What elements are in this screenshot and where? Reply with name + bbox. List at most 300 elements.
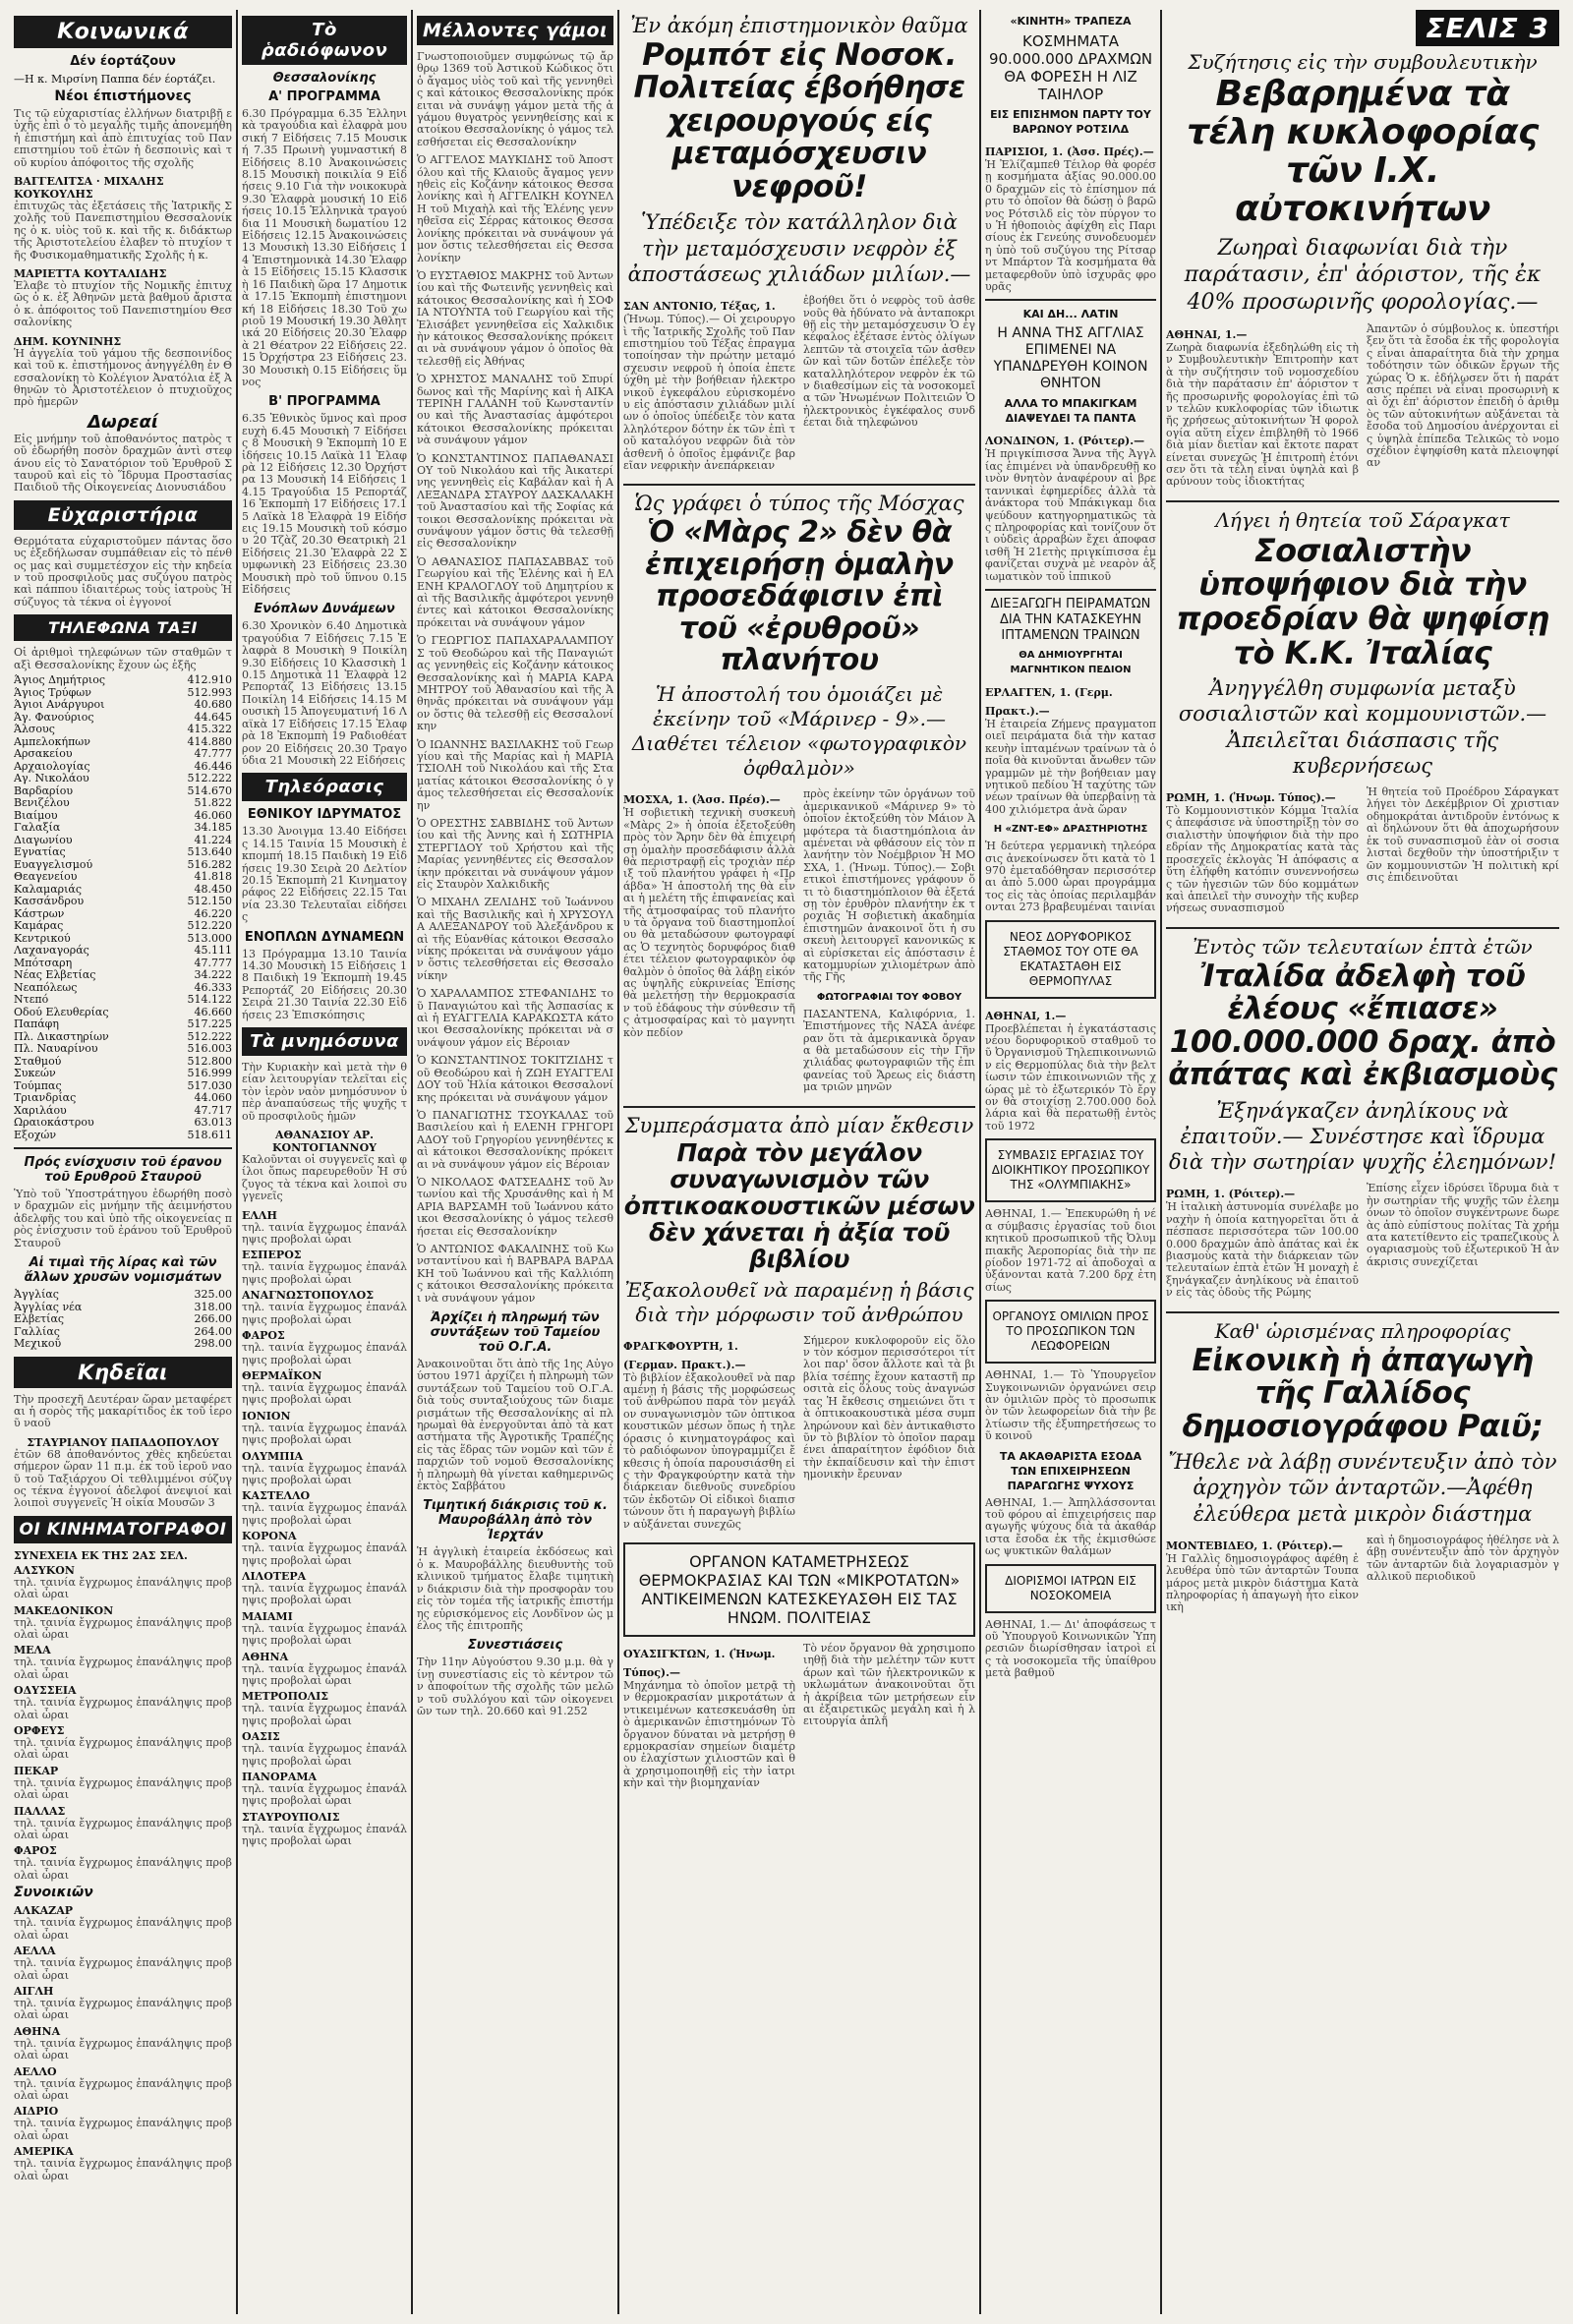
section-header-funerals: Κηδεῖαι: [14, 1357, 232, 1388]
taxi-phone-row-value: 517.225: [187, 1017, 232, 1030]
cinema-name: ΟΛΥΜΠΙΑ: [242, 1449, 304, 1463]
cinema-name: ΚΑΣΤΕΛΛΟ: [242, 1489, 311, 1503]
gold-price-row-label: Ἀγγλίας νέα: [14, 1300, 83, 1313]
wedding-announcement: Γνωστοποιοῦμεν συμφώνως τῷ ἄρθρῳ 1369 τοῦ Ἀστικοῦ Κώδικος ὅτι ὁ ἄγαμος υἱὸς τοῦ καὶ τῆς γεννηθεὶς καὶ κάτοικος Θεσσαλονίκης πρόκειται νὰ συνάψῃ γάμον μετὰ τῆς ἀγάμου θυγατρὸς γεννηθείσης καὶ κατοίκου Θεσσαλονίκης ὁ γάμος τελεσθήσεται εἰς Θεσσαλονίκην: [417, 50, 613, 148]
taxi-phone-row-value: 516.999: [187, 1067, 232, 1079]
names-line: ΒΑΓΓΕΛΙΤΣΑ · ΜΙΧΑΛΗΣ ΚΟΥΚΟΥΛΗΣ: [14, 175, 164, 202]
cinema-name: ΠΑΝΟΡΑΜΑ: [242, 1771, 318, 1784]
italy-dateline: ΡΩΜΗ, 1. (Ἡνωμ. Τύπος).—: [1166, 791, 1336, 805]
book-body: [623, 1335, 975, 1537]
body-text: Τις τῷ εὐχαριστίας ἐλλήνων διατριβῇ εὐχῆς ἐπὶ ὁ τὸ μεγαλῆς τιμῆς ἀπονεμήθη ἡ ἐπιστήμη καὶ ἀπὸ ἐπιτυχίας τοῦ Πανεπιστημίου τοῦ ἐτῶν ἡ δεσποινὶς καὶ τοῦ κυρίου ἀπόφοιτος τῆς σχολῆς: [14, 107, 232, 169]
listing-details: τηλ. ταινία ἔγχρωμος ἐπανάληψις προβολαὶ ὧραι: [14, 2157, 232, 2182]
suburb-cinema-name: ΑΛΚΑΖΑΡ: [14, 1904, 74, 1918]
listing-details: τηλ. ταινία ἔγχρωμος ἐπανάληψις προβολαὶ ὧραι: [14, 1736, 232, 1762]
body-text: Ἐπίσης εἶχεν ἱδρύσει ἵδρυμα διὰ τὴν σωτηρίαν τῆς ψυχῆς τῶν ἐλεημόνων τὸ ὁποῖον συγκέντρωνε δωρεὰς ἀπὸ εὐπίστους πολίτας Τὰ χρήματα κατετίθεντο εἰς τραπεζικοὺς λογαριασμοὺς τοῦ ἐξωτερικοῦ Ἡ ἀνάκρισις συνεχίζεται: [1367, 1182, 1559, 1268]
listing-details: τηλ. ταινία ἔγχρωμος ἐπανάληψις προβολαὶ ὧραι: [242, 1581, 407, 1607]
suburb-cinema-name: ΑΕΛΛΟ: [14, 2064, 57, 2078]
listing-details: τηλ. ταινία ἔγχρωμος ἐπανάληψις προβολαὶ ὧραι: [14, 1696, 232, 1721]
taxi-phone-row-value: 48.450: [194, 882, 232, 896]
subhead-not-celebrating: Δέν έορτάζουν: [70, 54, 176, 69]
cinema-continuation: ΣΥΝΕΧΕΙΑ ΕΚ ΤΗΣ 2ΑΣ ΣΕΛ.: [14, 1548, 188, 1562]
listing-details: τηλ. ταινία ἔγχρωμος ἐπανάληψις προβολαὶ ὧραι: [242, 1461, 407, 1486]
cars-dateline: ΑΘΗΝΑΙ, 1.—: [1166, 328, 1248, 341]
taxi-phone-row-label: Λαχαναγοράς: [14, 944, 89, 957]
suburb-cinema-name: ΑΜΕΡΙΚΑ: [14, 2145, 74, 2159]
taxi-phone-row-value: 415.322: [187, 723, 232, 735]
cinema-list: [14, 1564, 232, 1883]
taxi-phone-row-label: Νεαπόλεως: [14, 980, 78, 994]
divider: [14, 1147, 232, 1149]
robot-headline: Ρομπότ εἰς Νοσοκ. Πολιτείας έβοήθησε χειρουργούς είς μεταμόσχευσιν νεφροῦ!: [633, 37, 965, 204]
gold-price-row-label: Ελβετίας: [14, 1312, 65, 1326]
taxi-phone-row-value: 34.185: [194, 821, 232, 834]
gold-price-row-value: 298.00: [194, 1337, 232, 1351]
gold-price-row-value: 318.00: [194, 1300, 232, 1313]
taxi-phone-row-label: Οδού Ελευθερίας: [14, 1005, 109, 1018]
taxi-phone-row-value: 46.446: [194, 759, 232, 773]
taxi-phone-row-label: Άγ. Φανούριος: [14, 710, 94, 724]
column-rule: [979, 10, 981, 2314]
taxi-phone-row: [14, 699, 232, 712]
listing-details: τηλ. ταινία ἔγχρωμος ἐπανάληψις προβολαὶ ὧραι: [242, 1661, 407, 1687]
olympic-box: [985, 1138, 1156, 1202]
column-briefs: [985, 10, 1156, 2314]
thermo-headline: ΟΡΓΑΝΟΝ ΚΑΤΑΜΕΤΡΗΣΕΩΣ ΘΕΡΜΟΚΡΑΣΙΑΣ ΚΑΙ ΤΩΝ «ΜΙΚΡΟΤΑΤΩΝ» ΑΝΤΙΚΕΙΜΕΝΩΝ ΚΑΤΕΣΚΕΥΑΣΘΗ ΕΙΣ ΤΑΣ ΗΝΩΜ. ΠΟΛΙΤΕΙΑΣ: [638, 1551, 961, 1627]
taxi-phone-row-value: 46.660: [194, 1005, 232, 1018]
lattin-tag: ΚΑΙ ΔΗ... ΛΑΤΙΝ: [1022, 308, 1119, 321]
taxi-phone-row-value: 41.224: [194, 833, 232, 846]
listing-details: τηλ. ταινία ἔγχρωμος ἐπανάληψις προβολαὶ ὧραι: [14, 1775, 232, 1802]
cinema-name: ΜΑΚΕΔΟΝΙΚΟΝ: [14, 1603, 114, 1617]
taxi-phone-row-value: 513.640: [187, 845, 232, 858]
journo-dateline: ΜΟΝΤΕΒΙΔΕΟ, 1. (Ρόιτερ).—: [1166, 1539, 1343, 1552]
body-text: ΑΘΗΝΑΙ, 1.— Δι' ἀποφάσεως τοῦ Ὑπουργοῦ Κοινωνικῶν Ὑπηρεσιῶν διωρίσθησαν ἰατροὶ εἰς τὰ νοσοκομεῖα τῆς ὑπαίθρου μετὰ βαθμοῦ: [985, 1617, 1156, 1680]
divider: [1166, 1311, 1559, 1313]
taxi-phone-row: [14, 822, 232, 835]
taxi-phone-row: [14, 1018, 232, 1031]
body-text: ΠΑΣΑΝΤΕΝΑ, Καλιφόρνια, 1. Ἐπιστήμονες τῆς ΝΑΣΑ ἀνέφεραν ὅτι τὰ ἀμερικανικὰ ὄργανα θὰ μεταδώσουν εἰς τὴν Γῆν χιλιάδας φωτογραφιῶν τῆς ἐπιφανείας τοῦ Ἄρεως εἰς διάστημα τριῶν μηνῶν: [803, 1007, 975, 1094]
divider: [623, 484, 975, 486]
taxi-phone-row-value: 412.910: [187, 673, 232, 686]
olympic-headline: ΣΥΜΒΑΣΙΣ ΕΡΓΑΣΙΑΣ ΤΟΥ ΔΙΟΙΚΗΤΙΚΟΥ ΠΡΟΣΩΠΙΚΟΥ ΤΗΣ «ΟΛΥΜΠΙΑΚΗΣ»: [991, 1148, 1150, 1192]
listing-details: τηλ. ταινία ἔγχρωμος ἐπανάληψις προβολαὶ ὧραι: [14, 1956, 232, 1982]
taxi-phone-row-label: Ντεπό: [14, 993, 49, 1006]
taxi-phone-row-label: Βιαίμου: [14, 808, 58, 822]
tv-national-title: ΕΘΝΙΚΟΥ ΙΔΡΥΜΑΤΟΣ: [247, 807, 402, 823]
radio-program-text: 6.30 Χρονικὸν 6.40 Δημοτικὰ τραγούδια 7 Εἰδήσεις 7.15 Ἐλαφρὰ 8 Μουσικὴ 9 Ποικίλη 9.30 Εἰδήσεις 10 Κλασσικὴ 10.15 Δημοτικὰ 11 Ἐλαφρὰ 12 Ρεπορτάζ 13 Εἰδήσεις 13.15 Ποικίλη 14 Εἰδήσεις 14.15 Μουσικὴ 15 Ἀπογευματινή 16 Λαϊκὰ 17 Εἰδήσεις 17.15 Ἐλαφρὰ 18 Ἐκπομπὴ 19 Ραδιοθέατρον 20 Εἰδήσεις 20.30 Τραγούδια 21 Μουσικὴ 22 Εἰδήσεις: [242, 619, 407, 767]
listing-details: τηλ. ταινία ἔγχρωμος ἐπανάληψις προβολαὶ ὧραι: [242, 1501, 407, 1527]
thermo-dateline: ΟΥΑΣΙΓΚΤΩΝ, 1. (Ἡνωμ. Τύπος).—: [623, 1647, 776, 1679]
divider: [1166, 500, 1559, 502]
robot-body: [623, 295, 975, 478]
listing-details: τηλ. ταινία ἔγχρωμος ἐπανάληψις προβολαὶ ὧραι: [242, 1822, 407, 1848]
taxi-phone-row-value: 34.222: [194, 968, 232, 981]
tv-program-text: 13.30 Ἀνοιγμα 13.40 Εἰδήσεις 14.15 Ταινία 15 Μουσικὴ ἐκπομπή 18.15 Παιδικὴ 19 Εἰδήσεις 19.30 Σειρὰ 20 Δελτίον 20.15 Ἐκπομπὴ 21 Κινηματογράφος 22 Εἰδήσεις 22.15 Ταινία 23.30 Τελευταῖαι εἰδήσεις: [242, 825, 407, 924]
taxi-phone-row-label: Καμάρας: [14, 919, 64, 932]
tv-program-text: 13 Πρόγραμμα 13.10 Ταινία 14.30 Μουσικὴ 15 Εἰδήσεις 18 Παιδικὴ 19 Ἐκπομπὴ 19.45 Ρεπορτάζ 20 Εἰδήσεις 20.30 Σειρὰ 21.30 Ταινία 22.30 Εἰδήσεις 23 Ἐπισκόπησις: [242, 947, 407, 1021]
listing-details: τηλ. ταινία ἔγχρωμος ἐπανάληψις προβολαὶ ὧραι: [14, 2117, 232, 2142]
column-radio: [242, 10, 407, 2314]
taxi-phone-row: [14, 1117, 232, 1130]
taxi-phone-row-value: 516.003: [187, 1042, 232, 1055]
taxi-phones-table: [14, 674, 232, 1141]
divider: [623, 1106, 975, 1108]
listing-details: τηλ. ταινία ἔγχρωμος ἐπανάληψις προβολαὶ ὧραι: [242, 1702, 407, 1727]
body-text: Ἀπαντῶν ὁ σύμβουλος κ. ὑπεστήριξεν ὅτι τὰ ἔσοδα ἐκ τῆς φορολογίας εἶναι ἀπαραίτητα διὰ τὴν χρηματοδότησιν τῶν ὁδικῶν ἔργων τῆς χώρας Ὁ κ. ἐδήλωσεν ὅτι ἡ παράτασις πρέπει νὰ εἶναι προσωρινὴ καὶ ὄχι ἐπ' ἀόριστον ἐπειδὴ ὁ ἀριθμὸς τῶν αὐτοκινήτων αὐξάνεται τὰ ἔσοδα τοῦ Δημοσίου ἀνέρχονται εἰς ὑψηλὰ ἐπίπεδα Τελικῶς τὸ νομοσχέδιον ἐψηφίσθη κατὰ πλειοψηφίαν: [1367, 322, 1559, 470]
cinema-name: ΜΑΙΑΜΙ: [242, 1609, 293, 1623]
satellite-box: [985, 920, 1156, 999]
column-weddings: [417, 10, 613, 2314]
funeral-name: ΣΤΑΥΡΙΑΝΟΥ ΠΑΠΑΔΟΠΟΥΛΟΥ: [27, 1435, 219, 1449]
taxi-phone-row-value: 47.777: [194, 956, 232, 969]
taxi-phone-row-label: Βαρδαρίου: [14, 784, 74, 797]
wedding-announcement: Ὁ ΠΑΝΑΓΙΩΤΗΣ ΤΣΟΥΚΑΛΑΣ τοῦ Βασιλείου καὶ ἡ ΕΛΕΝΗ ΓΡΗΓΟΡΙΑΔΟΥ τοῦ Γρηγορίου γεννηθέντες καὶ κάτοικοι Θεσσαλονίκης πρόκειται νὰ συνάψουν γάμον εἰς Βέροιαν: [417, 1108, 613, 1171]
body-text: Ἐλαβε τὸ πτυχίον τῆς Νομικῆς ἐπιτυχῶς ὁ κ. ἐξ Ἀθηνῶν μετὰ βαθμοῦ ἄριστα ὁ κ. ἀπόφοιτος τοῦ Πανεπιστημίου Θεσσαλονίκης: [14, 279, 232, 329]
taxi-phone-row-label: Κεντρικού: [14, 931, 71, 945]
body-text: Καλοῦνται οἱ συγγενεῖς καὶ φίλοι ὅπως παρευρεθοῦν Ἡ σύζυγος τὰ τέκνα καὶ λοιποὶ συγγενεῖς: [242, 1153, 407, 1203]
text-not-celebrating: —Η κ. Μιρσίνη Παππα δέν έορτάζει.: [14, 73, 216, 86]
gold-price-row: [14, 1338, 232, 1351]
taxi-phone-row-value: 41.818: [194, 870, 232, 883]
cinema-name: ΜΕΛΑ: [14, 1644, 51, 1657]
wedding-announcement: Ὁ ΕΥΣΤΑΘΙΟΣ ΜΑΚΡΗΣ τοῦ Ἀντωνίου καὶ τῆς Φωτεινῆς γεννηθεὶς καὶ κάτοικος Θεσσαλονίκης καὶ ἡ ΣΟΦΙΑ ΝΤΟΥΝΤΑ τοῦ Γεωργίου καὶ τῆς Ἐλισάβετ γεννηθεῖσα εἰς Χαλκιδικὴν κάτοικος Θεσσαλονίκης πρόκειται νὰ συνάψουν γάμον ὁ ὁποῖος θὰ τελεσθῇ εἰς Ἀθήνας: [417, 268, 613, 368]
column-rule: [617, 10, 619, 2314]
body-text: Ἡ σοβιετικὴ τεχνικὴ συσκευὴ «Μὰρς 2» ἡ ὁποία ἐξετοξεύθη πρὸς τὸν Ἄρην δὲν θὰ ἐπιχειρήσῃ ὁμαλὴν προσεδάφισιν ἀλλὰ θὰ περιστραφῇ εἰς τροχιὰν πέριξ τοῦ πλανήτου γράφει ἡ «Πράβδα» Ἡ ἀποστολή της θὰ εἶναι ἡ μελέτη τῆς ἐπιφανείας καὶ τῆς ἀτμοσφαίρας τοῦ πλανήτου τὰ ὄργανα τοῦ διαστημοπλοίου θὰ μεταδώσουν φωτογραφίας Ὁ τεχνητὸς δορυφόρος διαθέτει τέλειον φωτογραφικὸν ὀφθαλμὸν ὁ ὁποῖος θὰ λάβῃ εἰκόνας ὑψηλῆς εὐκρινείας Ἐπίσης θὰ μελετήσῃ τὴν θερμοκρασίαν τοῦ ἐδάφους τὴν σύνθεσιν τῆς ἀτμοσφαίρας καὶ τὸ μαγνητικὸν πεδίον: [623, 806, 795, 1039]
taxi-phone-row-label: Κασσάνδρου: [14, 895, 85, 907]
listing-details: τηλ. ταινία ἔγχρωμος ἐπανάληψις προβολαὶ ὧραι: [242, 1782, 407, 1808]
body-text: Εἰς μνήμην τοῦ ἀποθανόντος πατρὸς τοῦ ἐδωρήθη ποσὸν δραχμῶν ἀντὶ στεφάνου εἰς τὸ Σανατόριον τοῦ Ἐρυθροῦ Σταυροῦ καὶ εἰς τὸ Ἵδρυμα Προστασίας Παιδιοῦ τῆς Οἰκογενείας Διονυσιάδου: [14, 432, 232, 494]
taxi-phone-row-label: Εγνατίας: [14, 845, 66, 858]
listing-details: τηλ. ταινία ἔγχρωμος ἐπανάληψις προβολαὶ ὧραι: [242, 1380, 407, 1407]
cinema-name: ΟΡΦΕΥΣ: [14, 1724, 65, 1738]
memorial-name: ΑΘΑΝΑΣΙΟΥ ΑΡ. ΚΟΝΤΟΓΙΑΝΝΟΥ: [272, 1129, 377, 1155]
body-text: ἐτῶν 68 ἀποθανόντος χθὲς κηδεύεται σήμερον ὥραν 11 π.μ. ἐκ τοῦ ἱεροῦ ναοῦ τοῦ Ταξιάρχου Οἱ τεθλιμμένοι σύζυγος τέκνα ἐγγονοί ἀδελφοί ἀνεψιοί καὶ λοιποὶ συγγενεῖς Ἡ οἰκία Μουσῶν 3: [14, 1447, 232, 1510]
taxi-phone-row-label: Άλσους: [14, 723, 55, 735]
column-main-news: [623, 10, 975, 2314]
taxi-phone-row-label: Πλ. Δικαστηρίων: [14, 1029, 109, 1043]
taxi-phone-row-label: Αμπελοκήπων: [14, 734, 90, 748]
taxi-phone-row: [14, 871, 232, 884]
book-dateline: ΦΡΑΓΚΦΟΥΡΤΗ, 1. (Γερμαν. Πρακτ.).—: [623, 1339, 746, 1371]
trains-deck: ΘΑ ΔΗΜΙΟΥΡΓΗΤΑΙ ΜΑΓΝΗΤΙΚΟΝ ΠΕΔΙΟΝ: [1010, 649, 1132, 675]
listing-details: τηλ. ταινία ἔγχρωμος ἐπανάληψις προβολαὶ ὧραι: [14, 1816, 232, 1842]
column-social: [14, 10, 232, 2314]
book-kicker: Συμπεράσματα ἀπὸ μίαν ἔκθεσιν: [624, 1113, 974, 1137]
listing-details: τηλ. ταινία ἔγχρωμος ἐπανάληψις προβολαὶ ὧραι: [242, 1541, 407, 1567]
body-text: Ἡ δεύτερα γερμανικὴ τηλεόρασις ἀνεκοίνωσεν ὅτι κατὰ τὸ 1970 ἐμεταδόθησαν περισσότεραι ἀπὸ 5.000 ὧραι προγράμματος εἰς τὰς ὁποίας περιλαμβάνονται 273 βραβευμέναι ταινίαι: [985, 840, 1156, 914]
cinema-name: ΕΛΛΗ: [242, 1208, 277, 1222]
taxi-phone-row-label: Νέας Ελβετίας: [14, 968, 96, 981]
book-headline: Παρὰ τὸν μεγάλον συναγωνισμὸν τῶν ὀπτικοακουστικῶν μέσων δὲν χάνεται ἡ ἀξία τοῦ βιβλίου: [623, 1137, 975, 1273]
trains-headline: ΔΙΕΞΑΓΩΓΗ ΠΕΙΡΑΜΑΤΩΝ ΔΙΑ ΤΗΝ ΚΑΤΑΣΚΕΥΗΝ ΙΠΤΑΜΕΝΩΝ ΤΡΑΙΝΩΝ: [990, 596, 1151, 643]
suburb-cinema-name: ΑΘΗΝΑ: [14, 2024, 61, 2038]
taxi-phone-row: [14, 994, 232, 1007]
taxi-phone-row-value: 414.880: [187, 734, 232, 748]
jewels-deck: ΕΙΣ ΕΠΙΣΗΜΟΝ ΠΑΡΤΥ ΤΟΥ ΒΑΡΩΝΟΥ ΡΟΤΣΙΛΔ: [990, 108, 1151, 136]
body-text: Ἡ Γαλλὶς δημοσιογράφος ἀφέθη ἐλευθέρα ὑπὸ τῶν ἀνταρτῶν Τουπαμάρος μετὰ μικρὸν διάστημα Κατὰ πληροφορίας ἡ ἀπαγωγὴ ἦτο εἰκονικὴ: [1166, 1551, 1359, 1614]
subhead-gold-prices: Αἱ τιμαὶ τῆς λίρας καὶ τῶν ἄλλων χρυσῶν νομισμάτων: [24, 1255, 222, 1286]
zdf-tag: Η «ΖΝΤ-ΕΦ» ΔΡΑΣΤΗΡΙΟΤΗΣ: [993, 824, 1148, 836]
body-text: Τὴν Κυριακὴν καὶ μετὰ τὴν θείαν λειτουργίαν τελεῖται εἰς τὸν ἱερὸν ναὸν μνημόσυνον ὑπὲρ ἀναπαύσεως τῆς ψυχῆς τοῦ προσφιλοῦς ἡμῶν: [242, 1061, 407, 1123]
taxi-phone-row-label: Πλ. Ναυαρίνου: [14, 1042, 98, 1055]
taxi-phone-row-value: 51.822: [194, 796, 232, 809]
taxi-phone-row: [14, 797, 232, 810]
column-rule: [236, 10, 238, 2314]
taxi-phone-row-label: Αρχαιολογίας: [14, 759, 90, 773]
taxi-phone-row: [14, 1130, 232, 1142]
gold-price-row-value: 266.00: [194, 1312, 232, 1326]
listing-details: τηλ. ταινία ἔγχρωμος ἐπανάληψις προβολαὶ ὧραι: [14, 1996, 232, 2022]
taxi-phone-row-label: Τούμπας: [14, 1078, 62, 1092]
section-header-weddings: Μέλλοντες γάμοι: [417, 16, 613, 45]
italy-headline: Σοσιαλιστὴν ὑποψήφιον διὰ τὴν προεδρίαν θὰ ψηφίσῃ τὸ Κ.Κ. Ἰταλίας: [1176, 531, 1549, 671]
body-text: Ἡ Ἐλίζαμπεθ Τέιλορ θὰ φορέσῃ κοσμήματα ἀξίας 90.000.000 δραχμῶν εἰς τὸ ἐπίσημον πάρτυ τὸ ὁποῖον θὰ δώσῃ ὁ βαρῶνος Ρότσιλδ εἰς τὸν πύργον του Ἡ ἠθοποιὸς ἀφίχθη εἰς Παρισίους ἐκ Γενεύης συνοδευομένη ὑπὸ τοῦ συζύγου της Ρίτσαρντ Μπάρτον Τὰ κοσμήματα θὰ μεταφερθοῦν ὑπὸ ἰσχυρᾶς φρουρᾶς: [985, 158, 1156, 294]
taxi-phone-row-value: 512.222: [187, 1029, 232, 1043]
nun-kicker: Ἐντὸς τῶν τελευταίων ἑπτὰ ἐτῶν: [1193, 934, 1533, 959]
armed-forces-title: Ενόπλων Δυνάμεων: [254, 602, 395, 617]
cars-deck: Ζωηραὶ διαφωνίαι διὰ τὴν παράτασιν, ἐπ' ἀόριστον, τῆς ἐκ 40% προσωρινῆς φορολογίας.—: [1184, 235, 1542, 315]
taxi-phone-row: [14, 896, 232, 908]
tv-armed-title: ΕΝΟΠΛΩΝ ΔΥΝΑΜΕΩΝ: [244, 929, 405, 945]
journo-body: [1166, 1535, 1559, 1620]
book-deck: Ἐξακολουθεῖ νὰ παραμένῃ ἡ βάσις διὰ τὴν μόρφωσιν τοῦ ἀνθρώπου: [624, 1277, 974, 1326]
wedding-announcement: Ὁ ΧΡΗΣΤΟΣ ΜΑΝΑΛΗΣ τοῦ Σπυρίδωνος καὶ τῆς Μαρίνης καὶ ἡ ΑΙΚΑΤΕΡΙΝΗ ΓΑΛΑΝΗ τοῦ Κωνσταντίνου καὶ τῆς Ἀναστασίας ἀμφότεροι κάτοικοι Θεσσαλονίκης πρόκειται νὰ συνάψουν γάμον: [417, 373, 613, 447]
robot-dateline: ΣΑΝ ΑΝΤΟΝΙΟ, Τέξας, 1.: [623, 300, 776, 314]
taxi-phone-row-label: Μπότσαρη: [14, 956, 73, 969]
taxi-phone-row: [14, 773, 232, 785]
journo-deck: Ἤθελε νὰ λάβῃ συνέντευξιν ἀπὸ τὸν ἀρχηγὸν τῶν ἀνταρτῶν.—Ἀφέθη ἐλεύθερα μετὰ μικρὸν διάστημα: [1168, 1450, 1557, 1526]
taxi-phone-row-value: 514.122: [187, 993, 232, 1006]
taxi-phone-row-value: 45.111: [194, 944, 232, 957]
gold-price-row-value: 264.00: [194, 1324, 232, 1338]
taxi-phone-row-value: 517.030: [187, 1078, 232, 1092]
nun-headline: Ἰταλίδα ἀδελφὴ τοῦ ἐλέους «ἔπιασε» 100.000.000 δραχ. ἀπὸ ἀπάτας καὶ ἐκβιασμοὺς: [1168, 958, 1557, 1093]
listing-details: τηλ. ταινία ἔγχρωμος ἐπανάληψις προβολαὶ ὧραι: [14, 1575, 232, 1601]
page-label: ΣΕΛΙΣ 3: [1416, 10, 1559, 46]
section-header-thanks: Εὐχαριστήρια: [14, 500, 232, 530]
headline-honour: Τιμητική διάκρισις τοῦ κ. Μαυροβάλλη ἀπὸ τὸν Ἰερχτάν: [423, 1498, 608, 1543]
cinema-name: ΦΑΡΟΣ: [14, 1844, 57, 1858]
column-right: [1166, 10, 1559, 2314]
taxi-phone-row: [14, 724, 232, 736]
body-text: Ἡ ἑταιρεία Ζήμενς πραγματοποιεῖ πειράματα διὰ τὴν κατασκευὴν ἱπταμένων τραίνων τὰ ὁποῖα θὰ κινοῦνται ἄνωθεν τῶν γραμμῶν μὲ τὴν βοήθειαν μαγνητικοῦ πεδίου Ἡ ταχύτης τῶν νέων τραίνων θὰ ὑπερβαίνῃ τὰ 400 χιλιόμετρα ἀνὰ ὥραν: [985, 717, 1156, 816]
taxi-phone-row-label: Θεαγενείου: [14, 870, 78, 883]
taxi-phone-row-value: 518.611: [187, 1128, 232, 1141]
taxi-phone-row-value: 47.717: [194, 1103, 232, 1117]
taxi-phone-row-label: Εξοχών: [14, 1128, 57, 1141]
thermo-body: [623, 1643, 975, 1796]
body-text: ἐβοήθει ὅτι ὁ νεφρὸς τοῦ ἀσθενοῦς θὰ ἠδύνατο νὰ ἀνταποκριθῇ εἰς τὴν μεταμόσχευσιν Ὁ ἐγκέφαλος ἐξέτασε ἐντὸς ὀλίγων λεπτῶν τὰ στοιχεῖα τῶν ἀσθενῶν καὶ τῶν δοτῶν ἐπέλεξε τὸν καταλληλότερον νεφρὸν ἐκ τῶν διαθεσίμων εἰς τὰ νοσοκομεῖα τῶν Ἠνωμένων Πολιτειῶν Ὁ ἠλεκτρονικὸς ἐγκέφαλος συνδέεται διὰ τηλεφώνου: [803, 294, 975, 430]
mars-kicker: Ὡς γράφει ὁ τύπος τῆς Μόσχας: [634, 492, 964, 516]
taxi-phone-row-label: Άγιοι Ανάργυροι: [14, 698, 105, 711]
taxi-phone-row-value: 44.645: [194, 710, 232, 724]
taxi-phone-row: [14, 969, 232, 982]
names-line: ΔΗΜ. ΚΟΥΝΙΝΗΣ: [14, 334, 122, 348]
taxi-phone-row-label: Ευαγγελισμού: [14, 857, 93, 871]
subhead-suburbs: Συνοικιῶν: [14, 1885, 93, 1901]
body-text: Τὸ βιβλίον ἐξακολουθεῖ νὰ παραμένῃ ἡ βάσις τῆς μορφώσεως τοῦ ἀνθρώπου παρὰ τὸν μεγάλον συναγωνισμὸν τῶν ὀπτικοακουστικῶν μέσων ὅπως ἡ τηλεόρασις ὁ κινηματογράφος καὶ τὸ ραδιόφωνον ὑπογραμμίζει ἔκθεσις ἡ ὁποία παρουσιάσθη εἰς τὴν Φραγκφούρτην κατὰ τὴν διάρκειαν διεθνοῦς συνεδρίου τῶν ἐκδοτῶν Οἱ εἰδικοὶ διαπιστώνουν ὅτι ἡ παραγωγὴ βιβλίων αὐξάνεται συνεχῶς: [623, 1370, 795, 1531]
listing-details: τηλ. ταινία ἔγχρωμος ἐπανάληψις προβολαὶ ὧραι: [242, 1260, 407, 1286]
taxi-phone-row-value: 46.060: [194, 808, 232, 822]
taxi-phone-row-label: Άγιος Τρύφων: [14, 685, 91, 699]
wedding-announcement: Ὁ ΑΝΤΩΝΙΟΣ ΦΑΚΑΛΙΝΗΣ τοῦ Κωνσταντίνου καὶ ἡ ΒΑΡΒΑΡΑ ΒΑΡΔΑΚΗ τοῦ Ἰωάννου καὶ τῆς Καλλιόπης κάτοικοι Θεσσαλονίκης πρόκειται νὰ συνάψουν γάμον: [417, 1242, 613, 1305]
body-text: πρὸς ἐκείνην τῶν ὀργάνων τοῦ ἀμερικανικοῦ «Μάρινερ 9» τὸ ὁποῖον ἐκτοξεύθη τὸν Μάιον Ἀμφότερα τὰ διαστημόπλοια ἀναμένεται νὰ φθάσουν εἰς τὸν πλανήτην τὸν Νοέμβριον Ἡ ΜΟΣΧΑ, 1. (Ἡνωμ. Τύπος).— Σοβιετικοὶ ἐπιστήμονες γράφουν ὅτι τὸ διαστημόπλοιον θὰ ἐξετάσῃ τὸν ἐρυθρὸν πλανήτην ἐκ τροχιᾶς Ἡ σοβιετικὴ ἀκαδημία ἐπιστημῶν ἀνακοινοῖ ὅτι ἡ συσκευὴ λειτουργεῖ κανονικῶς καὶ εὑρίσκεται εἰς ἀπόστασιν ἑκατομμυρίων χιλιομέτρων ἀπὸ τῆς Γῆς: [803, 787, 975, 984]
taxi-phone-row-label: Χαριλάου: [14, 1103, 67, 1117]
cinema-name: ΕΣΠΕΡΟΣ: [242, 1249, 302, 1262]
body-text: Ἡ πριγκίπισσα Ἄννα τῆς Ἀγγλίας ἐπιμένει νὰ ὑπανδρευθῇ κοινὸν θνητὸν ἀναφέρουν αἱ βρεταννικαὶ ἐφημερίδες ἀλλὰ τὰ ἀνάκτορα τοῦ Μπάκιγκαμ διαψεύδουν κατηγορηματικῶς τὰς πληροφορίας καὶ τονίζουν ὅτι οὐδεὶς ἀρραβὼν ἔχει ἀποφασισθῆ Ἡ 21ετὴς πριγκίπισσα ἐμφανίζεται συχνὰ μὲ νεαρὸν ἀξιωματικὸν τοῦ ἱππικοῦ: [985, 447, 1156, 583]
taxi-phone-row-label: Συκεών: [14, 1067, 56, 1079]
subhead-new-scientists: Νέοι έπιστήμονες: [54, 88, 192, 104]
italy-deck: Ἀνηγγέλθη συμφωνία μεταξὺ σοσιαλιστῶν καὶ κομμουνιστῶν.—Ἀπειλεῖται διάσπασις τῆς κυβερνήσεως: [1178, 676, 1547, 778]
body-text: Ἡ ἀγγλικὴ ἑταιρεία ἐκδόσεως καὶ ὁ κ. Μαυροβάλλης διευθυντὴς τοῦ κλινικοῦ τμήματος ἔλαβε τιμητικὴν διάκρισιν διὰ τὴν προσφορὰν του εἰς τὸν τομέα τῆς ἰατρικῆς ἐπιστήμης εὑρισκόμενος εἰς Λονδῖνον ὡς μέλος τῆς ἐπιτροπῆς: [417, 1545, 613, 1632]
taxi-phone-row: [14, 1043, 232, 1056]
body-text: (Ἡνωμ. Τύπος).— Οἱ χειρουργοὶ τῆς Ἰατρικῆς Σχολῆς τοῦ Πανεπιστημίου τοῦ Τέξας ἐπραγματοποίησαν τὴν πρώτην μεταμόσχευσιν νεφροῦ ἡ ὁποία ἐπετεύχθη μὲ τὴν βοήθειαν ἠλεκτρονικοῦ ἐγκεφάλου εὑρισκομένου εἰς ἀπόστασιν χιλιάδων μιλίων ὁ ὁποῖος ὑπέδειξε τὸν καταλληλότερον δότην ἐκ τῶν ἐπὶ τοῦ καταλόγου νεφρῶν διὰ τὸν ἀσθενῆ ὁ ὁποῖος ἐμφάνιζε βαρεῖαν νεφρικὴν ἀνεπάρκειαν: [623, 313, 795, 472]
body-text: Τὸ Κομμουνιστικὸν Κόμμα Ἰταλίας ἀπεφάσισε νὰ ὑποστηρίξῃ τὸν σοσιαλιστὴν ὑποψήφιον διὰ τὴν προεδρίαν τῆς Δημοκρατίας κατὰ τὰς προσεχεῖς ἐκλογὰς Ἡ ἀπόφασις αὕτη ἐλήφθη κατόπιν συνεννοήσεως τῶν ἡγεσιῶν τῶν δύο κομμάτων καὶ ἀπειλεῖ τὴν συνοχὴν τῆς κυβερνήσεως συνασπισμοῦ: [1166, 804, 1359, 915]
jewels-headline: ΚΟΣΜΗΜΑΤΑ 90.000.000 ΔΡΑΧΜΩΝ ΘΑ ΦΟΡΕΣΗ Η ΛΙΖ ΤΑΙΗΛΟΡ: [988, 32, 1153, 103]
body-text: Τὸ νέον ὄργανον θὰ χρησιμοποιηθῇ διὰ τὴν μελέτην τῶν κυττάρων καὶ τῶν ἠλεκτρονικῶν κυκλωμάτων ἀνακοινοῦται ὅτι ἡ ἀκρίβεια τῶν μετρήσεων εἶναι ἐξαιρετικῶς μεγάλη καὶ ἡ λειτουργία ἁπλῆ: [803, 1641, 975, 1728]
cold-headline: ΤΑ ΑΚΑΘΑΡΙΣΤΑ ΕΣΟΔΑ ΤΩΝ ΕΠΙΧΕΙΡΗΣΕΩΝ ΠΑΡΑΓΩΓΗΣ ΨΥΧΟΥΣ: [999, 1449, 1142, 1492]
section-header-social: Κοινωνικά: [14, 16, 232, 48]
gold-prices-table: [14, 1289, 232, 1351]
taxi-phone-row-label: Αγ. Νικολάου: [14, 772, 89, 784]
listing-details: τηλ. ταινία ἔγχρωμος ἐπανάληψις προβολαὶ ὧραι: [14, 1656, 232, 1681]
nun-deck: Ἐξηνάγκαζεν ἀνηλίκους νὰ ἐπαιτοῦν.— Συνέστησε καὶ ἵδρυμα διὰ τὴν σωτηρίαν ψυχῆς ἐλεημόνων!: [1168, 1098, 1557, 1175]
buses-headline: ΟΡΓΑΝΟΥΣ ΟΜΙΛΙΩΝ ΠΡΟΣ ΤΟ ΠΡΟΣΩΠΙΚΟΝ ΤΩΝ ΛΕΩΦΟΡΕΙΩΝ: [992, 1309, 1149, 1354]
taxi-phone-row-value: 513.000: [187, 931, 232, 945]
body-text: Οἱ ἀριθμοὶ τηλεφώνων τῶν σταθμῶν ταξὶ Θεσσαλονίκης ἔχουν ὡς ἑξῆς: [14, 646, 232, 671]
taxi-phone-row: [14, 846, 232, 859]
cinema-name: ΟΑΣΙΣ: [242, 1730, 280, 1744]
taxi-phone-row-label: Αρσακείου: [14, 747, 73, 760]
cinema-name: ΜΕΤΡΟΠΟΛΙΣ: [242, 1690, 329, 1704]
cars-body: [1166, 323, 1559, 494]
section-header-radio: Τὸ ῥαδιόφωνον: [242, 16, 407, 65]
jewels-dateline: ΠΑΡΙΣΙΟΙ, 1. (Ἀσσ. Πρές).—: [985, 145, 1154, 158]
cinema-name: ΟΔΥΣΣΕΙΑ: [14, 1684, 77, 1698]
taxi-phone-row-value: 46.220: [194, 906, 232, 920]
gold-price-row-value: 325.00: [194, 1288, 232, 1302]
cinema-name: ΠΑΛΛΑΣ: [14, 1804, 66, 1818]
body-text: Σήμερον κυκλοφοροῦν εἰς ὅλον τὸν κόσμον περισσότεροι τίτλοι παρ' ὅσον ἄλλοτε καὶ τὰ βιβλία τσέπης ἔχουν καταστῆ προσιτὰ εἰς ὅλους τοὺς ἀναγνώστας Ἡ ἔκθεσις σημειώνει ὅτι τὰ ὀπτικοακουστικὰ μέσα συμπληρώνουν καὶ δὲν ἀντικαθιστοῦν τὸ βιβλίον τὸ ὁποῖον παραμένει ἀπαραίτητον ἐφόδιον διὰ τὴν ἐκπαίδευσιν καὶ τὴν ἐπιστημονικὴν ἔρευναν: [803, 1333, 975, 1482]
cars-headline: Βεβαρημένα τὰ τέλη κυκλοφορίας τῶν Ι.Χ. αὐτοκινήτων: [1187, 74, 1539, 229]
listing-details: τηλ. ταινία ἔγχρωμος ἐπανάληψις προβολαὶ ὧραι: [242, 1621, 407, 1648]
section-header-phones: ΤΗΛΕΦΩΝΑ ΤΑΞΙ: [14, 614, 232, 641]
body-text: Τὴν 11ην Αὐγούστου 9.30 μ.μ. θὰ γίνῃ συνεστίασις εἰς τὸ κέντρον τῶν ἀποφοίτων τῆς σχολῆς τῶν μελῶν τοῦ συλλόγου καὶ τῶν οἰκογενειῶν των τηλ. 20.660 καὶ 91.252: [417, 1656, 613, 1717]
wedding-announcement: Ὁ ΝΙΚΟΛΑΟΣ ΦΑΤΣΕΑΔΗΣ τοῦ Ἀντωνίου καὶ τῆς Χρυσάνθης καὶ ἡ ΜΑΡΙΑ ΒΑΡΣΑΜΗ τοῦ Ἰωάννου κάτοικοι Θεσσαλονίκης ὁ γάμος τελεσθήσεται εἰς Θεσσαλονίκην: [417, 1175, 613, 1238]
gold-price-row: [14, 1313, 232, 1326]
body-text: Ἀνακοινοῦται ὅτι ἀπὸ τῆς 1ης Αὐγούστου 1971 ἀρχίζει ἡ πληρωμὴ τῶν συντάξεων τοῦ Ταμείου τοῦ Ο.Γ.Α. διὰ τοὺς συνταξιούχους τῶν διαμερισμάτων τῆς Θεσσαλονίκης αἱ πληρωμαὶ θὰ ἐνεργοῦνται ἀπὸ τὰ καταστήματα τῆς Ἀγροτικῆς Τραπέζης εἰς τὰς ἕδρας τῶν νομῶν καὶ τῶν ἐπαρχιῶν τοῦ νομοῦ Θεσσαλονίκης ἡ πληρωμὴ θὰ γίνεται καθημερινῶς ἐκτὸς Σαββάτου: [417, 1358, 613, 1493]
cinema-name: ΑΛΣΥΚΟΝ: [14, 1563, 75, 1577]
wedding-announcement: Ὁ ΟΡΕΣΤΗΣ ΣΑΒΒΙΔΗΣ τοῦ Ἀντωνίου καὶ τῆς Ἀννης καὶ ἡ ΣΩΤΗΡΙΑ ΣΤΕΡΓΙΔΟΥ τοῦ Χρήστου καὶ τῆς Μαρίας γεννηθέντες εἰς Θεσσαλονίκην πρόκειται νὰ συνάψουν γάμον εἰς Σταυρὸν Χαλκιδικῆς: [417, 816, 613, 891]
taxi-phone-row-label: Τριανδρίας: [14, 1091, 77, 1104]
wedding-announcement: Ὁ ΜΙΧΑΗΛ ΖΕΛΙΔΗΣ τοῦ Ἰωάννου καὶ τῆς Βασιλικῆς καὶ ἡ ΧΡΥΣΟΥΛΑ ΑΛΕΞΑΝΔΡΟΥ τοῦ Ἀλεξάνδρου καὶ τῆς Εὐανθίας κάτοικοι Θεσσαλονίκης πρόκειται νὰ συνάψουν γάμον ὅστις τελεσθήσεται εἰς Θεσσαλονίκην: [417, 896, 613, 982]
taxi-phone-row-value: 516.282: [187, 857, 232, 871]
section-header-cinemas: ΟΙ ΚΙΝΗΜΑΤΟΓΡΑΦΟΙ: [14, 1516, 232, 1543]
nun-body: [1166, 1183, 1559, 1305]
taxi-phone-row-value: 514.670: [187, 784, 232, 797]
taxi-phone-row-label: Σταθμού: [14, 1054, 62, 1068]
divider: [985, 299, 1156, 301]
section-header-memorials: Τὰ μνημόσυνα: [242, 1027, 407, 1056]
journo-headline: Εἰκονικὴ ἡ ἀπαγωγὴ τῆς Γαλλίδος δημοσιογράφου Ραιῦ;: [1182, 1342, 1544, 1444]
names-line: ΜΑΡΙΕΤΤΑ ΚΟΥΤΑΛΙΔΗΣ: [14, 267, 167, 281]
italy-kicker: Λήγει ἡ θητεία τοῦ Σάραγκατ: [1215, 507, 1510, 532]
body-text: ΑΘΗΝΑΙ, 1.— Ἐπεκυρώθη ἡ νέα σύμβασις ἐργασίας τοῦ διοικητικοῦ προσωπικοῦ τῆς Ὀλυμπιακῆς Ἀεροπορίας διὰ τὴν περίοδον 1971-72 αἱ ἀποδοχαὶ αὐξάνονται κατὰ 7.200 δρχ ἐτησίως: [985, 1207, 1156, 1294]
mars-deck: Ἡ ἀποστολή του ὁμοιάζει μὲ ἐκείνην τοῦ «Μάρινερ - 9».— Διαθέτει τέλειον «φωτογραφικὸν ὀφθαλμὸν»: [631, 682, 967, 781]
mars-headline: Ὁ «Μὰρς 2» δὲν θὰ ἐπιχειρήσῃ ὁμαλὴν προσεδάφισιν ἐπὶ τοῦ «ἐρυθροῦ» πλανήτου: [645, 515, 954, 677]
suburb-cinema-name: ΑΙΓΛΗ: [14, 1984, 54, 1998]
taxi-phone-row-value: 512.993: [187, 685, 232, 699]
body-text: Θερμότατα εὐχαριστοῦμεν πάντας ὅσους ἐξεδήλωσαν συμπάθειαν εἰς τὸ πένθος μας καὶ συμμετέσχον εἰς τὴν κηδείαν τοῦ προσφιλοῦς μας συζύγου πατρὸς καὶ πάππου ἰδιαιτέρως τοὺς ἰατροὺς Ἡ σύζυγος τὰ τέκνα οἱ ἐγγονοί: [14, 534, 232, 609]
cinema-name: ΙΟΝΙΟΝ: [242, 1409, 291, 1423]
buses-box: [985, 1300, 1156, 1364]
body-text: Μηχάνημα τὸ ὁποῖον μετρᾷ τὴν θερμοκρασίαν μικροτάτων ἀντικειμένων κατεσκευάσθη ὑπὸ ἀμερικανῶν ἐπιστημόνων Τὸ ὄργανον δύναται νὰ μετρήσῃ θερμοκρασίαν σημείων διαμέτρου ἐλαχίστων χιλιοστῶν καὶ θὰ χρησιμοποιηθῇ εἰς τὴν ἰατρικὴν καὶ τὴν βιομηχανίαν: [623, 1678, 795, 1790]
gold-price-row: [14, 1289, 232, 1302]
taxi-phone-row-label: Ωραιοκάστρου: [14, 1116, 94, 1129]
listing-details: τηλ. ταινία ἔγχρωμος ἐπανάληψις προβολαὶ ὧραι: [14, 1856, 232, 1882]
column-rule: [411, 10, 413, 2314]
wedding-announcement: Ὁ ΚΩΝΣΤΑΝΤΙΝΟΣ ΤΟΚΙΤΖΙΔΗΣ τοῦ Θεοδώρου καὶ ἡ ΖΩΗ ΕΥΑΓΓΕΛΙΔΟΥ τοῦ Ἠλία κάτοικοι Θεσσαλονίκης πρόκειται νὰ συνάψουν γάμον: [417, 1054, 613, 1104]
cinema-name: ΚΟΡΟΝΑ: [242, 1530, 297, 1543]
taxi-phone-row-label: Γαλαξία: [14, 821, 61, 834]
body-text: ΑΘΗΝΑΙ, 1.— Τὸ Ὑπουργεῖον Συγκοινωνιῶν ὀργανώνει σειρὰν ὁμιλιῶν πρὸς τὸ προσωπικὸν τῶν λεωφορείων διὰ τὴν βελτίωσιν τῆς ἐξυπηρετήσεως τοῦ κοινοῦ: [985, 1368, 1156, 1443]
page-label-wrap: [1166, 10, 1559, 46]
wedding-announcement: Ὁ ΙΩΑΝΝΗΣ ΒΑΣΙΛΑΚΗΣ τοῦ Γεωργίου καὶ τῆς Μαρίας καὶ ἡ ΜΑΡΙΑ ΤΣΙΟΛΗ τοῦ Νικολάου καὶ τῆς Σταματίας κάτοικοι Θεσσαλονίκης ὁ γάμος τελεσθήσεται εἰς Θεσσαλονίκην: [417, 737, 613, 812]
body-text: Τὴν προσεχῆ Δευτέραν ὥραν μεταφέρεται ἡ σορὸς τῆς μακαρίτιδος ἐκ τοῦ ἱεροῦ ναοῦ: [14, 1392, 232, 1430]
listing-details: τηλ. ταινία ἔγχρωμος ἐπανάληψις προβολαὶ ὧραι: [14, 2036, 232, 2063]
divider: [985, 589, 1156, 591]
listing-details: τηλ. ταινία ἔγχρωμος ἐπανάληψις προβολαὶ ὧραι: [242, 1341, 407, 1366]
taxi-phone-row-label: Διαγωνίου: [14, 833, 73, 846]
satellite-headline: ΝΕΟΣ ΔΟΡΥΦΟΡΙΚΟΣ ΣΤΑΘΜΟΣ ΤΟΥ ΟΤΕ ΘΑ ΕΚΑΤΑΣΤΑΘΗ ΕΙΣ ΘΕΡΜΟΠΥΛΑΣ: [1003, 929, 1138, 988]
listing-details: τηλ. ταινία ἔγχρωμος ἐπανάληψις προβολαὶ ὧραι: [14, 1615, 232, 1641]
body-text: καὶ ἡ δημοσιογράφος ἠθέλησε νὰ λάβῃ συνέντευξιν ἀπὸ τὸν ἀρχηγὸν τῶν ἀνταρτῶν διὰ λογαριασμὸν γαλλικοῦ περιοδικοῦ: [1367, 1533, 1559, 1583]
newspaper-page: [14, 10, 1559, 2314]
listing-details: τηλ. ταινία ἔγχρωμος ἐπανάληψις προβολαὶ ὧραι: [242, 1421, 407, 1447]
gold-price-row-label: Γαλλίας: [14, 1324, 60, 1338]
gold-price-row-label: Μεχικοῦ: [14, 1337, 62, 1351]
wedding-announcement: Ὁ ΧΑΡΑΛΑΜΠΟΣ ΣΤΕΦΑΝΙΔΗΣ τοῦ Παναγιώτου καὶ τῆς Ἀσπασίας καὶ ἡ ΕΥΑΓΓΕΛΙΑ ΚΑΡΑΚΩΣΤΑ κάτοικοι Θεσσαλονίκης πρόκειται νὰ συνάψουν γάμον εἰς Βέροιαν: [417, 987, 613, 1049]
wedding-announcement: Ὁ ΚΩΝΣΤΑΝΤΙΝΟΣ ΠΑΠΑΘΑΝΑΣΙΟΥ τοῦ Νικολάου καὶ τῆς Ἀικατερίνης γεννηθεὶς εἰς Καβάλαν καὶ ἡ ΑΛΕΞΑΝΔΡΑ ΣΤΑΥΡΟΥ ΔΑΣΚΑΛΑΚΗ τοῦ Ἀναστασίου καὶ τῆς Σοφίας κάτοικοι Θεσσαλονίκης πρόκειται νὰ συνάψουν γάμον ὅστις θὰ τελεσθῇ εἰς Θεσσαλονίκην: [417, 451, 613, 551]
anna-deck: ΑΛΛΑ ΤΟ ΜΠΑΚΙΓΚΑΜ ΔΙΑΨΕΥΔΕΙ ΤΑ ΠΑΝΤΑ: [1004, 397, 1137, 426]
taxi-phone-row: [14, 920, 232, 933]
taxi-phone-row-value: 512.220: [187, 919, 232, 932]
program-b-title: Β' ΠΡΟΓΡΑΜΜΑ: [268, 394, 380, 410]
satellite-dateline: ΑΘΗΝΑΙ, 1.—: [985, 1009, 1067, 1022]
trains-dateline: ΕΡΛΑΓΓΕΝ, 1. (Γερμ. Πρακτ.).—: [985, 685, 1113, 718]
cinema-listing-right: [242, 1209, 407, 1848]
body-text: Ὑπὸ τοῦ Ὑποστράτηγου ἐδωρήθη ποσὸν δραχμῶν εἰς μνήμην τῆς ἀειμνήστου ἀδελφῆς του καὶ ὑπὸ τῆς οἰκογενείας πρὸς ἐνίσχυσιν τοῦ ἐράνου τοῦ Ἐρυθροῦ Σταυροῦ: [14, 1188, 232, 1249]
divider: [1166, 927, 1559, 929]
cinema-name: ΦΑΡΟΣ: [242, 1329, 285, 1343]
taxi-phone-row-value: 46.333: [194, 980, 232, 994]
nun-dateline: ΡΩΜΗ, 1. (Ρόιτερ).—: [1166, 1188, 1296, 1201]
taxi-phone-row-value: 40.680: [194, 698, 232, 711]
cinema-name: ΠΕΚΑΡ: [14, 1764, 59, 1777]
body-text: Ἡ θητεία τοῦ Προέδρου Σάραγκατ λήγει τὸν Δεκέμβριον Οἱ χριστιανοδημοκράται ἀντιδροῦν ἐντόνως καὶ δηλώνουν ὅτι θὰ ἀποχωρήσουν ἐκ τοῦ συνασπισμοῦ ἐὰν οἱ σοσιαλισταὶ δεχθοῦν τὴν ὑποστήριξιν τῶν κομμουνιστῶν Ἡ πολιτικὴ κρίσις ἐπιδεινοῦται: [1367, 785, 1559, 884]
taxi-phone-row-value: 63.013: [194, 1116, 232, 1129]
wedding-announcement: Ὁ ΓΕΩΡΓΙΟΣ ΠΑΠΑΧΑΡΑΛΑΜΠΟΥΣ τοῦ Θεοδώρου καὶ τῆς Παναγιώτας γεννηθεὶς εἰς Κοζάνην κάτοικος Θεσσαλονίκης καὶ ἡ ΜΑΡΙΑ ΚΑΡΑΜΗΤΡΟΥ τοῦ Ἀθανασίου καὶ τῆς Ἀθηνᾶς πρόκειται νὰ συνάψουν γάμον ὅστις θὰ τελεσθῇ εἰς Θεσσαλονίκην: [417, 634, 613, 733]
taxi-phone-row-label: Παπάφη: [14, 1017, 59, 1030]
taxi-phone-row: [14, 1068, 232, 1080]
wedding-announcement: Ὁ ΑΓΓΕΛΟΣ ΜΑΥΚΙΔΗΣ τοῦ Ἀποστόλου καὶ τῆς Κλαιοῦς ἄγαμος γεννηθεὶς εἰς Κοζάνην κάτοικος Θεσσαλονίκης καὶ ἡ ΑΓΓΕΛΙΚΗ ΚΟΥΝΕΛΗ τοῦ Μιχαὴλ καὶ τῆς Ἑλένης γεννηθεῖσα εἰς Σέρρας κάτοικος Θεσσαλονίκης πρόκειται νὰ συνάψουν γάμον ὅστις τελεσθήσεται εἰς Θεσσαλονίκην: [417, 153, 613, 264]
radio-program-text: 6.35 Ἐθνικὸς ὕμνος καὶ προσευχὴ 6.45 Μουσικὴ 7 Εἰδήσεις 8 Μουσικὴ 9 Ἐκπομπὴ 10 Εἰδήσεις 10.15 Λαϊκὰ 11 Ἐλαφρὰ 12 Εἰδήσεις 12.30 Ὀρχήστρα 13 Μουσικὴ 14 Εἰδήσεις 14.15 Τραγούδια 15 Ρεπορτάζ 16 Ἐκπομπὴ 17 Εἰδήσεις 17.15 Λαϊκὰ 18 Ἐλαφρὰ 19 Εἰδήσεις 19.15 Μουσικὴ τοῦ κόσμου 20 Τζὰζ 20.30 Θεατρικὴ 21 Εἰδήσεις 21.30 Ἐλαφρὰ 22 Συμφωνικὴ 23 Εἰδήσεις 23.30 Μουσικὴ πρὸ τοῦ ὕπνου 0.15 Εἰδήσεις: [242, 412, 407, 597]
suburb-cinema-list: [14, 1904, 232, 2182]
taxi-phone-row-value: 512.150: [187, 895, 232, 907]
listing-details: τηλ. ταινία ἔγχρωμος ἐπανάληψις προβολαὶ ὧραι: [242, 1742, 407, 1768]
listing-details: τηλ. ταινία ἔγχρωμος ἐπανάληψις προβολαὶ ὧραι: [242, 1220, 407, 1247]
cinema-name: ΑΘΗΝΑ: [242, 1650, 289, 1663]
